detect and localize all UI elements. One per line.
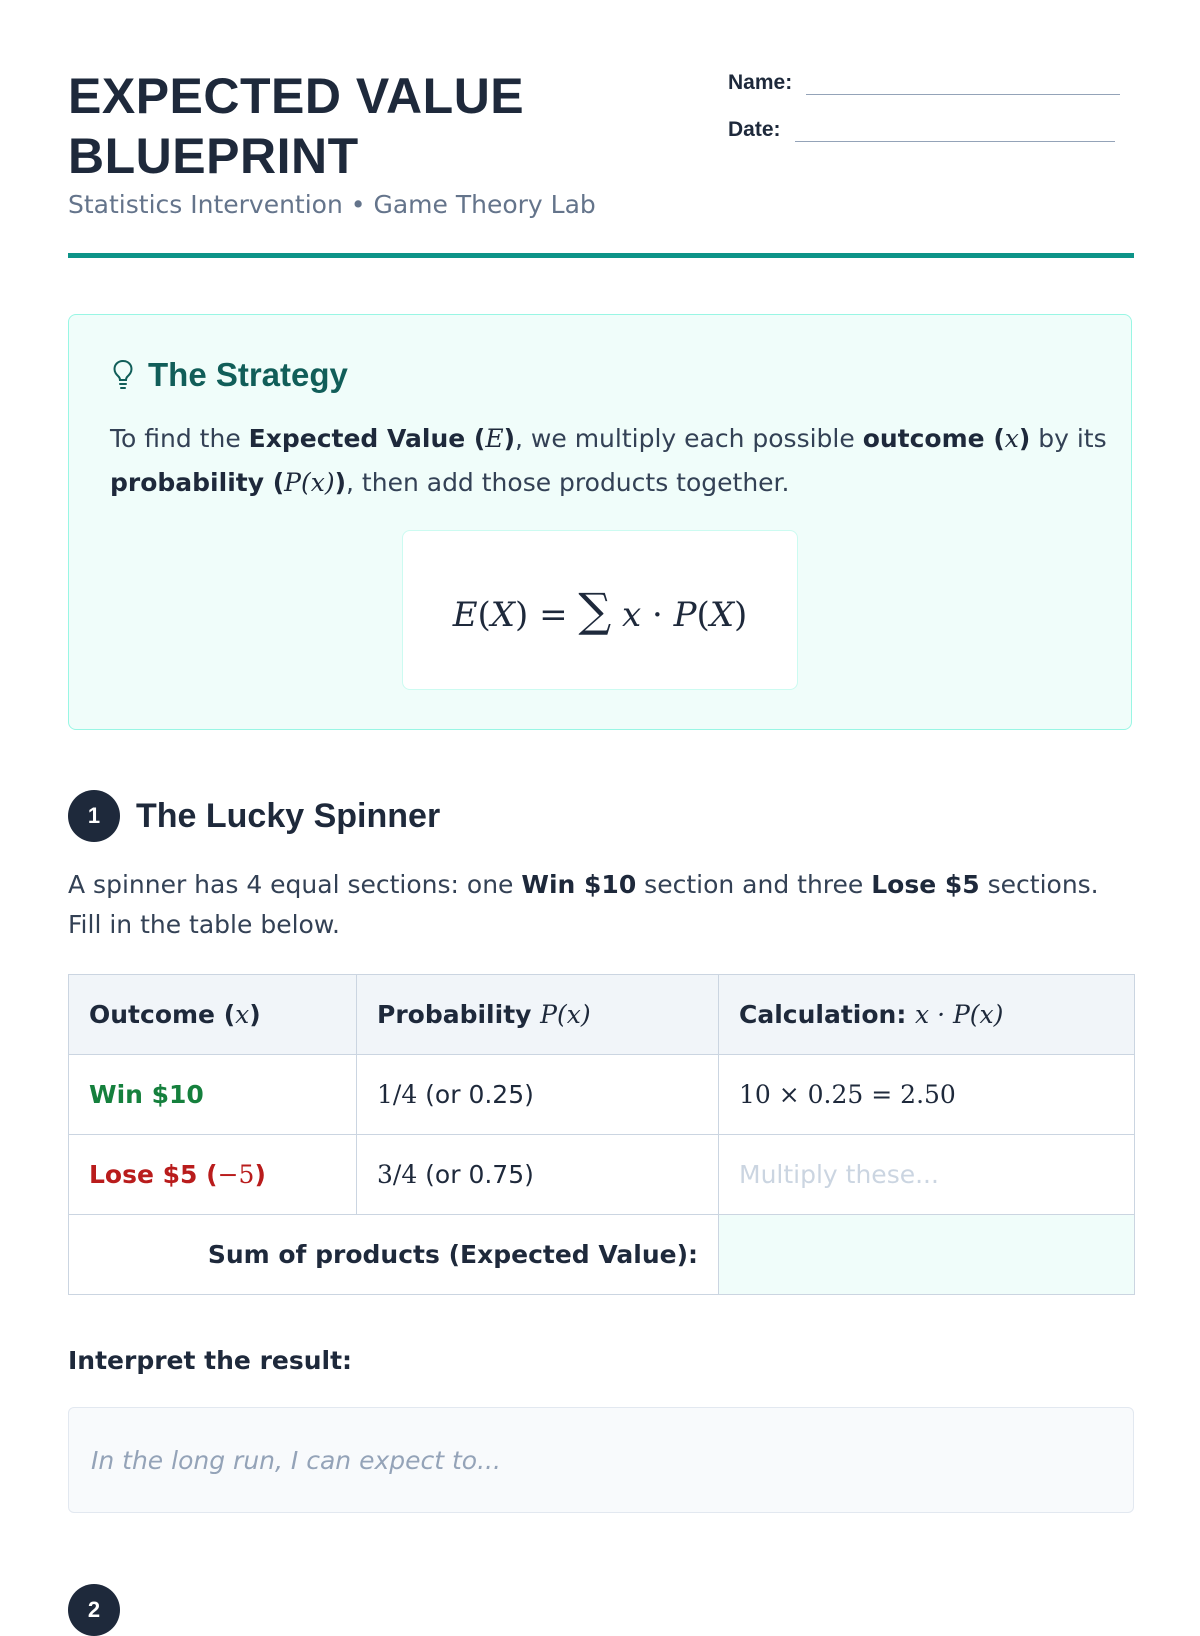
outcome-cell-lose: Lose $5 (−5) [69,1135,357,1215]
calculation-input[interactable]: Multiply these... [719,1135,1135,1215]
outcome-cell-win: Win $10 [69,1055,357,1135]
outcome-term: outcome (x) [862,424,1031,453]
interpret-answer-input[interactable]: In the long run, I can expect to... [68,1407,1134,1513]
sum-label: Sum of products (Expected Value): [69,1215,719,1295]
strategy-text-part: by its [1030,424,1107,453]
strategy-description [110,417,1110,505]
formula-card [402,530,798,690]
strategy-header [112,356,348,394]
expected-value-formula: E(X) = ∑ x · P(X) [452,583,748,637]
interpret-label: Interpret the result: [68,1346,353,1375]
section-2-header [68,1584,136,1636]
strategy-text-part: To find the [110,424,249,453]
page-title: EXPECTED VALUE BLUEPRINT [68,68,525,184]
column-header-calculation: Calculation: x · P(x) [719,975,1135,1055]
strategy-text-part: , then add those products together. [346,468,790,497]
name-label: Name: [728,71,793,94]
name-field-row [728,70,1120,95]
strategy-title: The Strategy [148,356,348,393]
table-row [69,1135,1135,1215]
section-number-badge: 1 [68,790,120,842]
table-row [69,1055,1135,1135]
win-term: Win $10 [521,870,637,899]
lightbulb-icon [112,358,134,392]
date-label: Date: [728,118,781,141]
expected-value-input[interactable] [719,1215,1135,1295]
expected-value-term: Expected Value (E) [248,424,516,453]
table-header-row [69,975,1135,1055]
section-1-description: A spinner has 4 equal sections: one Win $10 section and three Lose $5 sections. Fill in the table below. [68,870,1099,939]
name-field[interactable] [806,70,1120,95]
section-title: The Lucky Spinner [136,796,441,835]
lose-term: Lose $5 [871,870,980,899]
section-1-header [68,790,440,842]
date-field-row [728,117,1115,142]
strategy-text-part: , we multiply each possible [515,424,863,453]
header-divider [68,253,1134,258]
calculation-cell: 10 × 0.25 = 2.50 [719,1055,1135,1135]
page-subtitle: Statistics Intervention • Game Theory Lab [68,190,596,219]
probability-cell: 1/4 (or 0.25) [357,1055,719,1135]
probability-term: probability (P(x)) [110,468,347,497]
probability-cell: 3/4 (or 0.75) [357,1135,719,1215]
section-number-badge: 2 [68,1584,120,1636]
table-sum-row [69,1215,1135,1295]
date-field[interactable] [795,117,1115,142]
column-header-outcome: Outcome (x) [69,975,357,1055]
expected-value-table [68,974,1135,1295]
column-header-probability: Probability P(x) [357,975,719,1055]
